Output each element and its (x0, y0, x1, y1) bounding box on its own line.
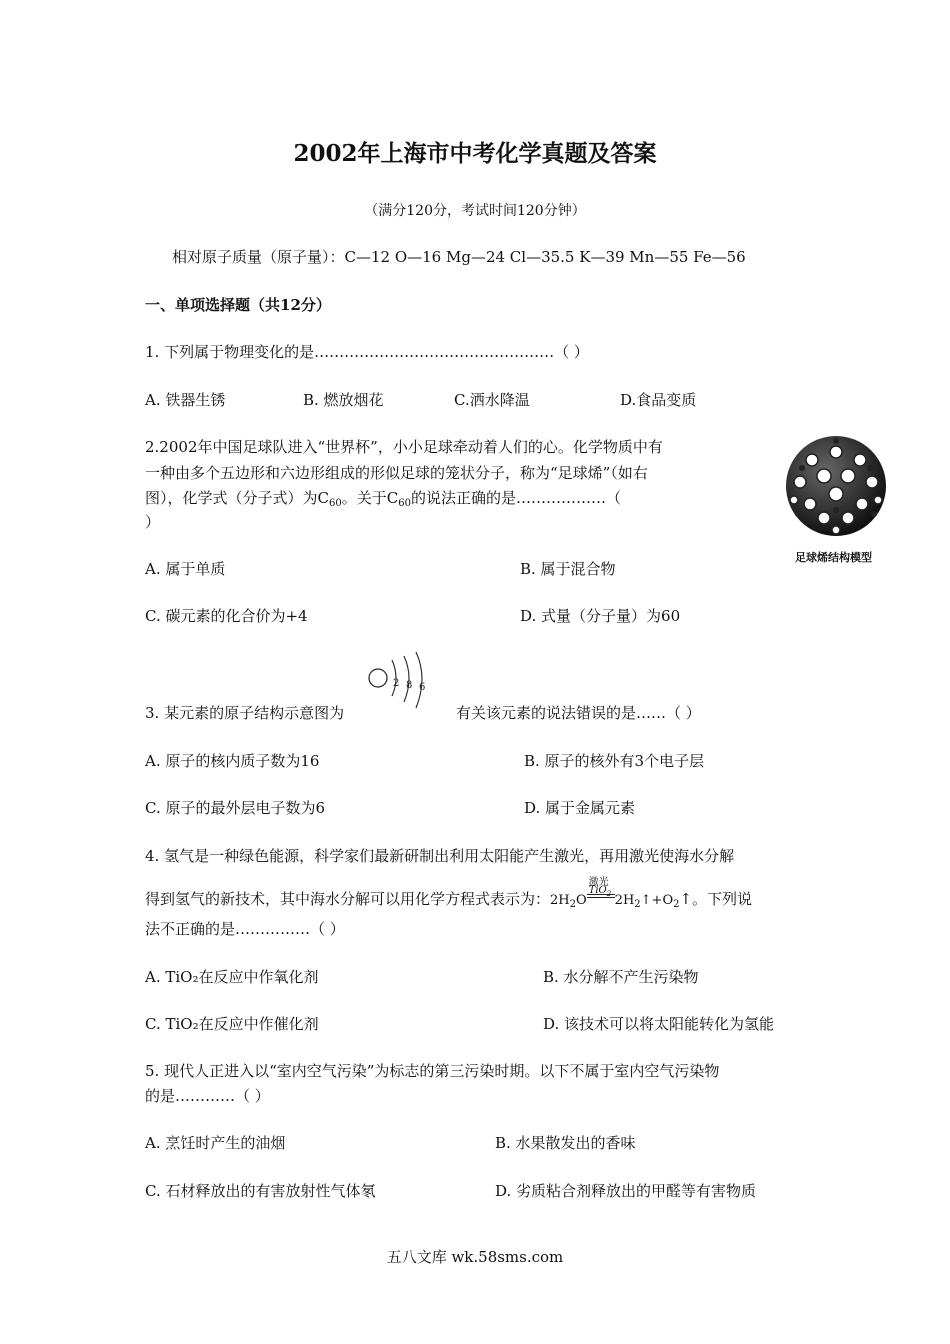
chemical-equation: $2H_2O$ 激光 TiO$_2$ $2H_2↑+O_2$ (550, 890, 679, 908)
question-4-option-c: C. TiO₂在反应中作催化剂 (145, 1015, 319, 1033)
question-2-option-d: D. 式量（分子量）为60 (520, 607, 681, 625)
question-4-line-3: 法不正确的是……………（ ） (145, 920, 345, 938)
question-4-option-d: D. 该技术可以将太阳能转化为氢能 (543, 1015, 775, 1033)
question-4-option-b: B. 水分解不产生污染物 (543, 968, 699, 986)
question-3-option-c: C. 原子的最外层电子数为6 (145, 799, 326, 817)
page-title: 2002年上海市中考化学真题及答案 (293, 140, 657, 167)
question-4-line-1: 4. 氢气是一种绿色能源，科学家们最新研制出利用太阳能产生激光，再用激光使海水分解 (145, 847, 735, 865)
fullerene-model-image (782, 432, 890, 540)
question-3-option-d: D. 属于金属元素 (524, 799, 636, 817)
question-4-option-a: A. TiO₂在反应中作氧化剂 (145, 968, 319, 986)
question-1-option-d: D.食品变质 (620, 391, 697, 409)
question-5-option-b: B. 水果散发出的香味 (495, 1134, 636, 1152)
shell-3-electrons: 6 (419, 682, 426, 693)
question-2-option-a: A. 属于单质 (145, 560, 226, 578)
footer-watermark: 五八文库 wk.58sms.com (386, 1248, 564, 1266)
question-3-option-b: B. 原子的核外有3个电子层 (524, 752, 705, 770)
shell-2-electrons: 8 (406, 680, 413, 691)
question-3-option-a: A. 原子的核内质子数为16 (145, 752, 320, 770)
question-2-option-b: B. 属于混合物 (520, 560, 616, 578)
question-2-line-1: 2.2002年中国足球队进入“世界杯”，小小足球牵动着人们的心。化学物质中有 (145, 438, 663, 456)
question-4-line-2: 得到氢气的新技术，其中海水分解可以用化学方程式表示为：$2H_2O$ 激光 TiO$_2$ $2H_2↑+O_2↑$。下列说 (145, 888, 752, 910)
question-3-stem-end: 有关该元素的说法错误的是……（ ） (456, 704, 701, 722)
question-2-option-c: C. 碳元素的化合价为+4 (145, 607, 308, 625)
question-1-option-c: C.洒水降温 (454, 391, 530, 409)
question-5-option-d: D. 劣质粘合剂释放出的甲醛等有害物质 (495, 1182, 757, 1200)
question-5-line-1: 5. 现代人正进入以“室内空气污染”为标志的第三污染时期。以下不属于室内空气污染物 (145, 1062, 720, 1080)
atomic-masses: 相对原子质量（原子量）：C—12 O—16 Mg—24 Cl—35.5 K—39 Mn—55 Fe—56 (172, 248, 746, 266)
equation-condition-above: 激光 (588, 877, 609, 888)
section-heading: 一、单项选择题（共12分） (145, 296, 331, 314)
question-1-option-b: B. 燃放烟花 (303, 391, 384, 409)
equation-catalyst: TiO$_2$ (588, 885, 612, 898)
exam-info: （满分120分，考试时间120分钟） (364, 203, 586, 219)
question-5-option-c: C. 石材释放出的有害放射性气体氡 (145, 1182, 376, 1200)
atomic-structure-diagram (366, 650, 446, 720)
question-1-stem: 1. 下列属于物理变化的是…………………………………………（ ） (145, 343, 589, 361)
question-5-line-2: 的是…………（ ） (145, 1087, 270, 1105)
fullerene-caption: 足球烯结构模型 (795, 551, 872, 564)
question-1-option-a: A. 铁器生锈 (145, 391, 226, 409)
question-2-line-2: 一种由多个五边形和六边形组成的形似足球的笼状分子，称为“足球烯”（如右 (145, 464, 648, 482)
question-5-option-a: A. 烹饪时产生的油烟 (145, 1134, 286, 1152)
question-2-line-4: ） (145, 513, 161, 531)
shell-1-electrons: 2 (393, 678, 400, 689)
question-3-stem-start: 3. 某元素的原子结构示意图为 (145, 704, 345, 722)
question-2-line-3: 图），化学式（分子式）为$C_{60}$。关于$C_{60}$的说法正确的是………………（ (145, 489, 621, 509)
